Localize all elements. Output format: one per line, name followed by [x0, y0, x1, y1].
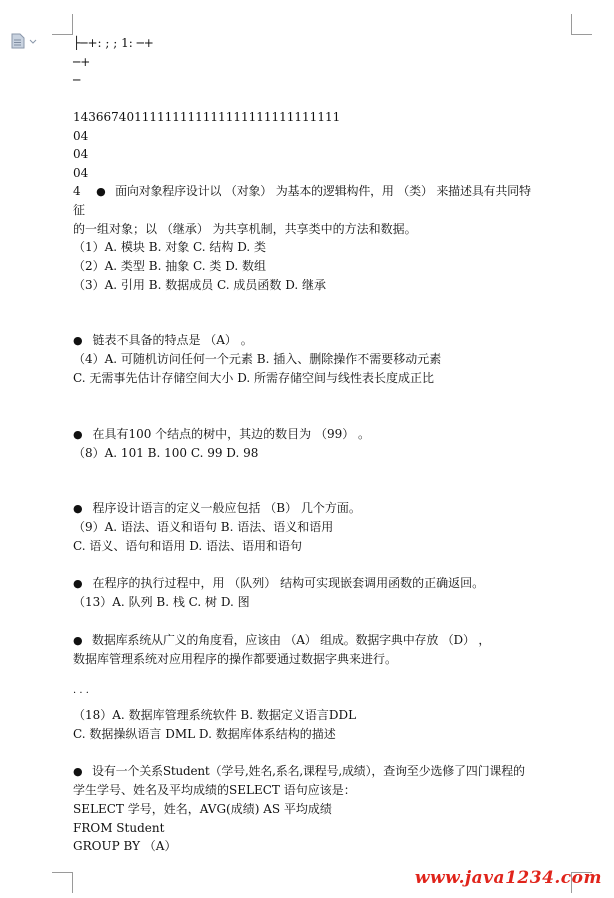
- question-line: [73, 184, 531, 199]
- question-text: 设有一个关系Student（学号,姓名,系名,课程号,成绩），查询至少选修了四门课程的: [92, 764, 525, 778]
- option-line: （2）A. 类型 B. 抽象 C. 类 D. 数组: [73, 259, 267, 273]
- option-line: C. 语义、语句和语用 D. 语法、语用和语句: [73, 539, 303, 553]
- question-text: 程序设计语言的定义一般应包括 （B） 几个方面。: [92, 501, 361, 515]
- question-line: [73, 576, 484, 591]
- question-line: [73, 764, 525, 779]
- option-line: （8）A. 101 B. 100 C. 99 D. 98: [73, 446, 259, 460]
- text-line: 的一组对象；以 （继承） 为共享机制，共享类中的方法和数据。: [73, 222, 417, 236]
- question-text: 在具有100 个结点的树中，其边的数目为 （99） 。: [92, 427, 371, 441]
- corner-mark-top-right: [571, 14, 592, 35]
- text-line: 征: [73, 203, 86, 217]
- bullet-icon: ●: [73, 634, 83, 647]
- header-mark-2: ─+: [73, 55, 91, 69]
- code-line: SELECT 学号，姓名，AVG(成绩) AS 平均成绩: [73, 802, 332, 816]
- question-line: [73, 501, 361, 516]
- question-number: 4: [73, 184, 81, 198]
- number-line: 04: [73, 147, 89, 161]
- option-line: C. 无需事先估计存储空间大小 D. 所需存储空间与线性表长度成正比: [73, 371, 435, 385]
- text-line: 数据库管理系统对应用程序的操作都要通过数据字典来进行。: [73, 652, 398, 666]
- bullet-icon: ●: [73, 765, 83, 778]
- text-line: 学生学号、姓名及平均成绩的SELECT 语句应该是：: [73, 783, 356, 797]
- code-line: FROM Student: [73, 821, 165, 835]
- bullet-icon: ●: [96, 185, 106, 198]
- question-text: 链表不具备的特点是 （A） 。: [92, 333, 253, 347]
- bullet-icon: ●: [73, 334, 83, 347]
- option-line: （9）A. 语法、语义和语句 B. 语法、语义和语用: [73, 520, 334, 534]
- option-line: （4）A. 可随机访问任何一个元素 B. 插入、删除操作不需要移动元素: [73, 352, 442, 366]
- question-text: 面向对象程序设计以 （对象） 为基本的逻辑构件，用 （类） 来描述具有共同特: [115, 184, 531, 198]
- question-line: [73, 427, 370, 442]
- corner-mark-top-left: [52, 14, 73, 35]
- option-line: （18）A. 数据库管理系统软件 B. 数据定义语言DDL: [73, 708, 357, 722]
- number-line: 04: [73, 166, 89, 180]
- number-line: 04: [73, 129, 89, 143]
- option-line: （13）A. 队列 B. 栈 C. 树 D. 图: [73, 595, 250, 609]
- ellipsis-dots: · · ·: [73, 688, 89, 699]
- question-line: [73, 333, 253, 348]
- bullet-icon: ●: [73, 577, 83, 590]
- code-line: GROUP BY （A）: [73, 839, 177, 853]
- header-mark-3: ─: [73, 73, 81, 87]
- option-line: C. 数据操纵语言 DML D. 数据库体系结构的描述: [73, 727, 336, 741]
- question-text: 数据库系统从广义的角度看，应该由 （A） 组成。数据字典中存放 （D） ，: [92, 633, 491, 647]
- question-line: [73, 633, 490, 648]
- document-icon[interactable]: [10, 33, 40, 49]
- watermark: www.java1234.com: [414, 868, 602, 888]
- bullet-icon: ●: [73, 428, 83, 441]
- option-line: （3）A. 引用 B. 数据成员 C. 成员函数 D. 继承: [73, 278, 327, 292]
- header-mark-1: ├─+: ; ; 1: ─+: [73, 36, 154, 50]
- corner-mark-bottom-left: [52, 872, 73, 893]
- option-line: （1）A. 模块 B. 对象 C. 结构 D. 类: [73, 240, 267, 254]
- question-text: 在程序的执行过程中，用 （队列） 结构可实现嵌套调用函数的正确返回。: [92, 576, 485, 590]
- bullet-icon: ●: [73, 502, 83, 515]
- number-line: 14366740111111111111111111111111111: [73, 110, 341, 124]
